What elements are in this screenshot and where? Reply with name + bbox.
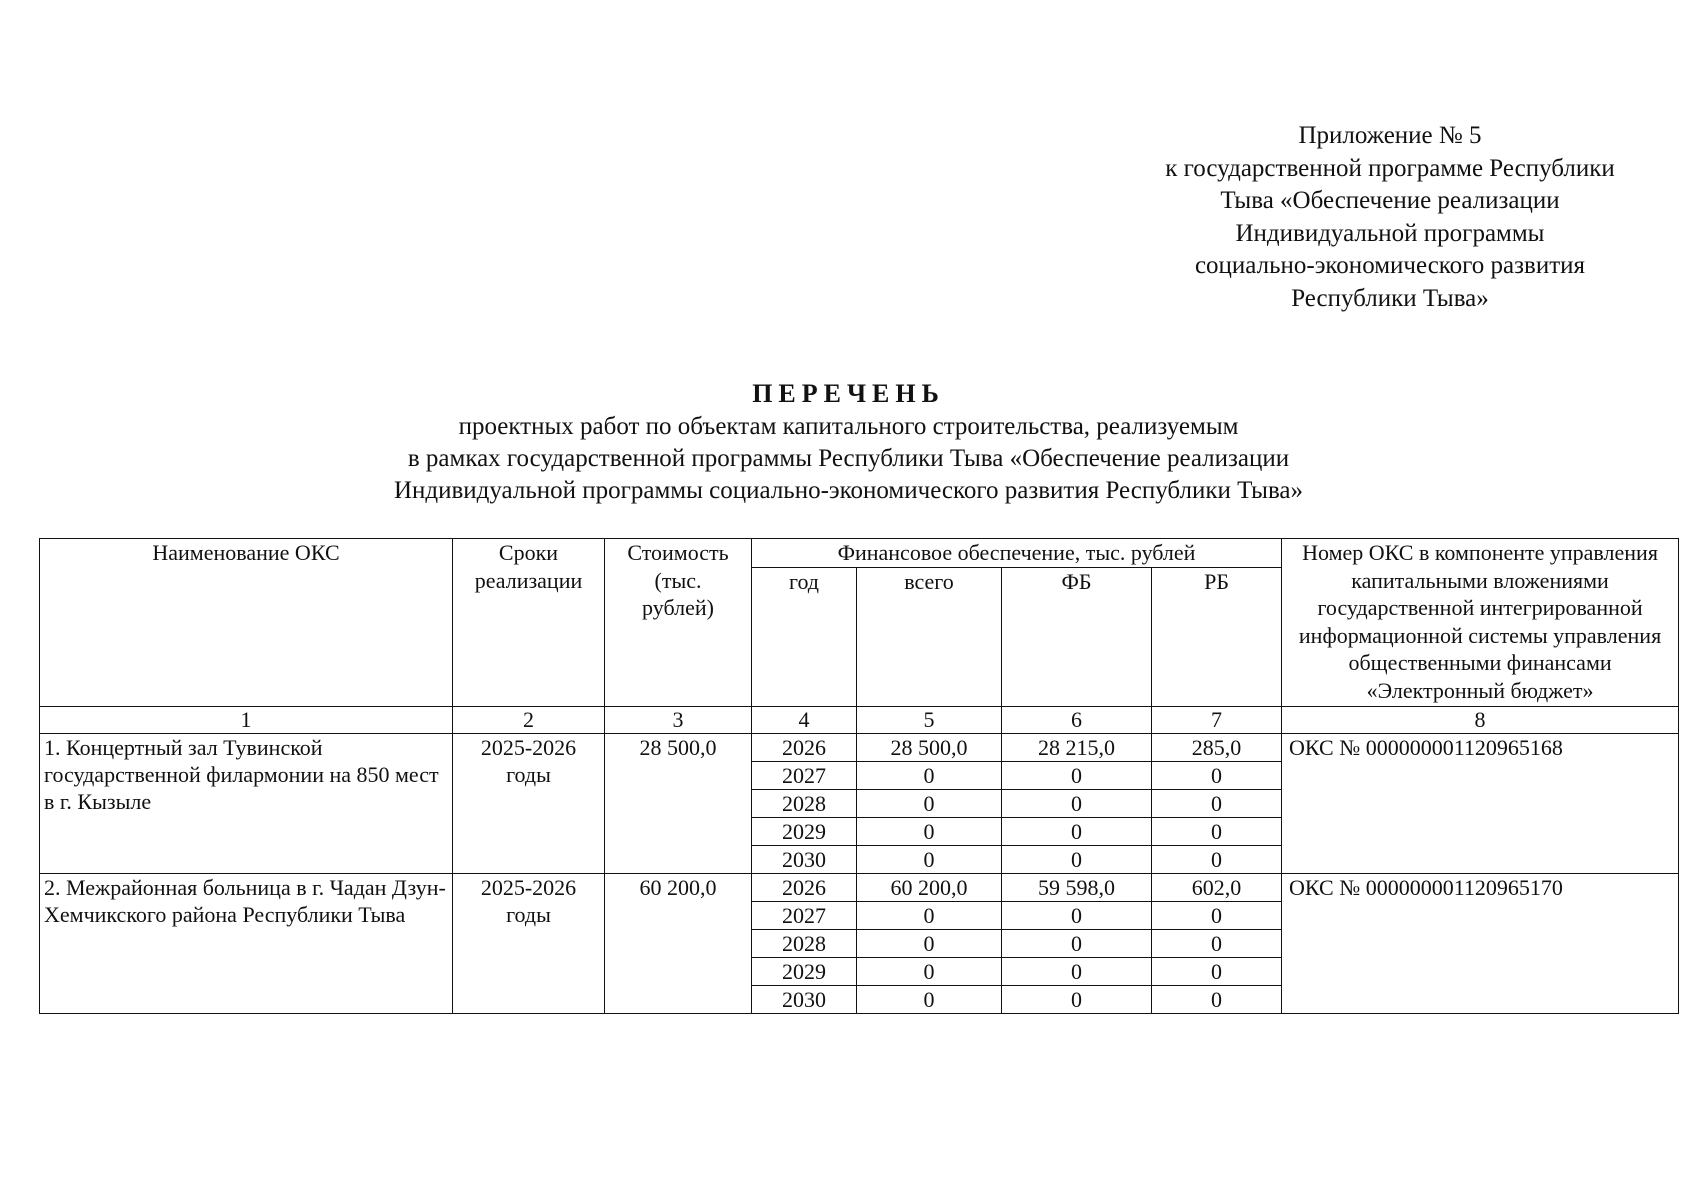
year-rb-cell: 0 [1152, 929, 1282, 957]
year-year-cell: 2028 [752, 929, 857, 957]
year-rb-cell: 0 [1152, 845, 1282, 873]
header-finance: Финансовое обеспечение, тыс. рублей [752, 539, 1282, 568]
column-number-cell: 6 [1002, 706, 1152, 733]
year-fb-cell: 0 [1002, 761, 1152, 789]
object-name: 2. Межрайонная больница в г. Чадан Дзун-Хемчикского района Республики Тыва [40, 873, 453, 1013]
column-number-cell: 1 [40, 706, 453, 733]
header-year: год [752, 567, 857, 706]
column-number-cell: 2 [453, 706, 605, 733]
year-fb-cell: 59 598,0 [1002, 873, 1152, 901]
header-name: Наименование ОКС [40, 539, 453, 707]
year-rb-cell: 0 [1152, 957, 1282, 985]
object-term: 2025-2026 годы [453, 873, 605, 1013]
column-number-cell: 7 [1152, 706, 1282, 733]
document-title: ПЕРЕЧЕНЬ [752, 379, 945, 408]
object-name: 1. Концертный зал Тувинской государственной филармонии на 850 мест в г. Кызыле [40, 733, 453, 873]
year-total-cell: 0 [857, 901, 1002, 929]
object-oks-code: ОКС № 000000001120965170 [1282, 873, 1679, 1013]
object-cost: 28 500,0 [605, 733, 752, 873]
header-row [40, 539, 1679, 568]
header-cost: Стоимость (тыс. рублей) [605, 539, 752, 707]
year-year-cell: 2028 [752, 789, 857, 817]
year-rb-cell: 0 [1152, 985, 1282, 1013]
header-term: Сроки реализации [453, 539, 605, 707]
document-subtitle-line: проектных работ по объектам капитального строительства, реализуемым [458, 413, 1239, 440]
annex-line: Индивидуальной программы [1235, 219, 1545, 247]
year-total-cell: 0 [857, 929, 1002, 957]
year-total-cell: 0 [857, 957, 1002, 985]
year-fb-cell: 0 [1002, 845, 1152, 873]
year-fb-cell: 0 [1002, 985, 1152, 1013]
year-year-cell: 2030 [752, 845, 857, 873]
annex-line: Республики Тыва» [1291, 284, 1489, 312]
annex-line: Тыва «Обеспечение реализации [1220, 187, 1560, 215]
document-subtitle-line: в рамках государственной программы Республики Тыва «Обеспечение реализации [407, 445, 1290, 472]
object-oks-code: ОКС № 000000001120965168 [1282, 733, 1679, 873]
column-number-cell: 3 [605, 706, 752, 733]
year-year-cell: 2026 [752, 733, 857, 761]
object-cost: 60 200,0 [605, 873, 752, 1013]
column-number-cell: 5 [857, 706, 1002, 733]
year-total-cell: 0 [857, 817, 1002, 845]
year-fb-cell: 28 215,0 [1002, 733, 1152, 761]
year-year-cell: 2027 [752, 761, 857, 789]
column-number-cell: 4 [752, 706, 857, 733]
header-fb: ФБ [1002, 567, 1152, 706]
year-total-cell: 28 500,0 [857, 733, 1002, 761]
header-oks-number: Номер ОКС в компоненте управления капитальными вложениями государственной интегрированной информационной системы управления общественными финансами «Электронный бюджет» [1282, 539, 1679, 707]
year-total-cell: 0 [857, 761, 1002, 789]
annex-block [1110, 120, 1670, 316]
year-total-cell: 0 [857, 985, 1002, 1013]
year-total-cell: 0 [857, 845, 1002, 873]
year-fb-cell: 0 [1002, 901, 1152, 929]
table-row [40, 873, 1679, 901]
year-total-cell: 0 [857, 789, 1002, 817]
year-year-cell: 2026 [752, 873, 857, 901]
column-number-row [40, 706, 1679, 733]
document-heading [0, 378, 1697, 507]
year-fb-cell: 0 [1002, 957, 1152, 985]
year-year-cell: 2029 [752, 957, 857, 985]
year-year-cell: 2030 [752, 985, 857, 1013]
header-total: всего [857, 567, 1002, 706]
projects-table [39, 538, 1679, 1014]
document-subtitle-line: Индивидуальной программы социально-экономического развития Республики Тыва» [393, 477, 1304, 504]
year-rb-cell: 0 [1152, 901, 1282, 929]
year-fb-cell: 0 [1002, 929, 1152, 957]
year-rb-cell: 0 [1152, 789, 1282, 817]
year-rb-cell: 0 [1152, 817, 1282, 845]
year-fb-cell: 0 [1002, 817, 1152, 845]
header-rb: РБ [1152, 567, 1282, 706]
year-rb-cell: 0 [1152, 761, 1282, 789]
year-fb-cell: 0 [1002, 789, 1152, 817]
annex-line: Приложение № 5 [1298, 122, 1482, 149]
year-rb-cell: 285,0 [1152, 733, 1282, 761]
annex-line: социально-экономического развития [1194, 252, 1586, 280]
year-year-cell: 2027 [752, 901, 857, 929]
column-number-cell: 8 [1282, 706, 1679, 733]
table-row [40, 733, 1679, 761]
year-total-cell: 60 200,0 [857, 873, 1002, 901]
object-term: 2025-2026 годы [453, 733, 605, 873]
year-rb-cell: 602,0 [1152, 873, 1282, 901]
annex-line: к государственной программе Республики [1165, 154, 1615, 182]
year-year-cell: 2029 [752, 817, 857, 845]
